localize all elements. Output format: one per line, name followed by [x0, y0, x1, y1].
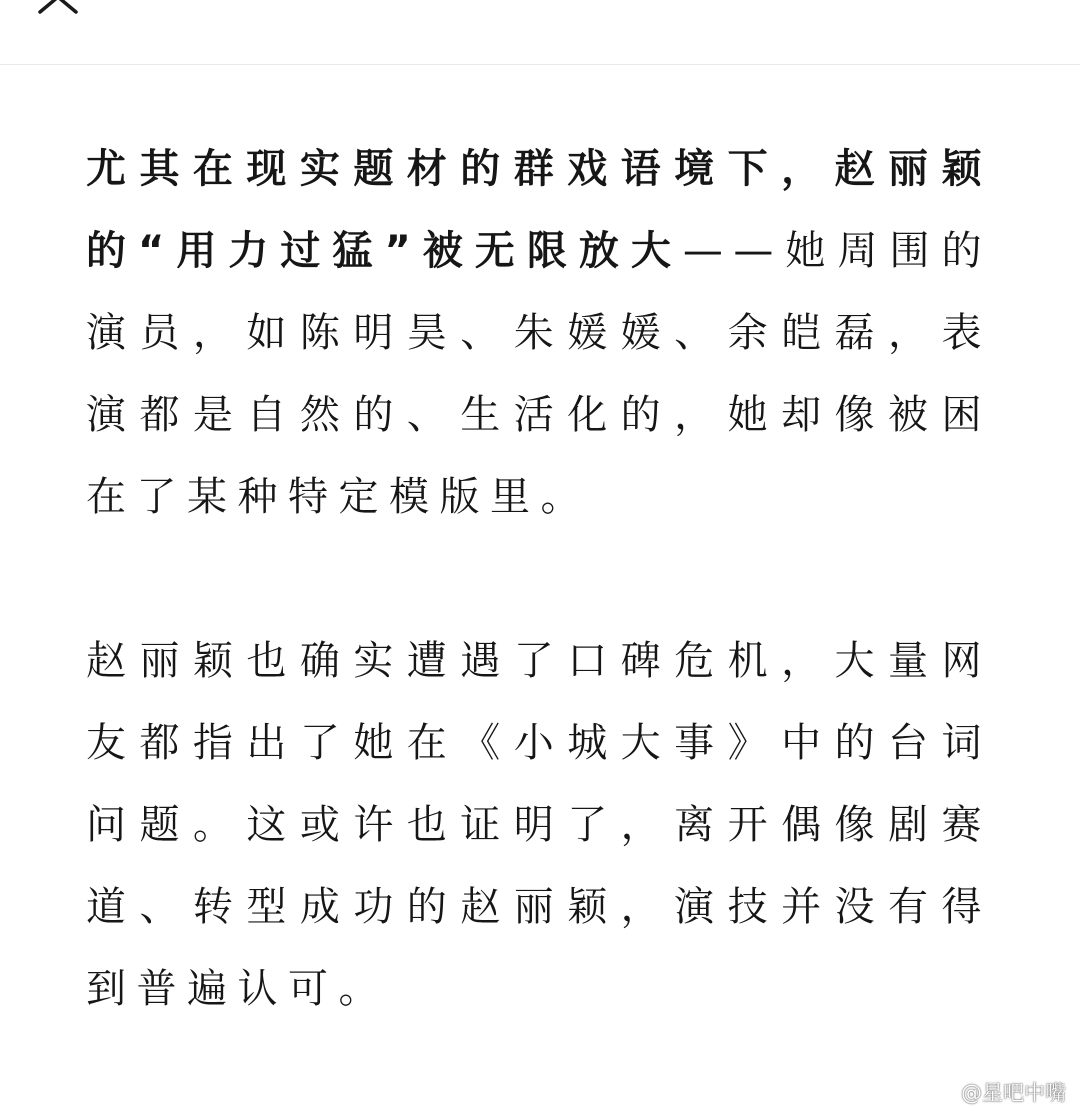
- paragraph-1-rest: ——她周围的演员，如陈明昊、朱媛媛、余皑磊，表演都是自然的、生活化的，她却像被困在了某种特定模版里。: [86, 228, 993, 520]
- watermark: [925, 1077, 1066, 1107]
- close-button[interactable]: [36, 0, 86, 14]
- watermark-text: @星吧中嘴: [961, 1081, 1066, 1105]
- paragraph-1: [86, 128, 992, 538]
- close-icon: [36, 0, 86, 14]
- top-bar: [0, 0, 1080, 65]
- paragraph-1-bold: 尤其在现实题材的群戏语境下，赵丽颖的“用力过猛”被无限放大: [86, 146, 992, 274]
- article-body: [86, 128, 992, 1030]
- weibo-logo-icon: [925, 1079, 955, 1105]
- paragraph-2: 赵丽颖也确实遭遇了口碑危机，大量网友都指出了她在《小城大事》中的台词问题。这或许也证明了，离开偶像剧赛道、转型成功的赵丽颖，演技并没有得到普遍认可。: [86, 638, 992, 1012]
